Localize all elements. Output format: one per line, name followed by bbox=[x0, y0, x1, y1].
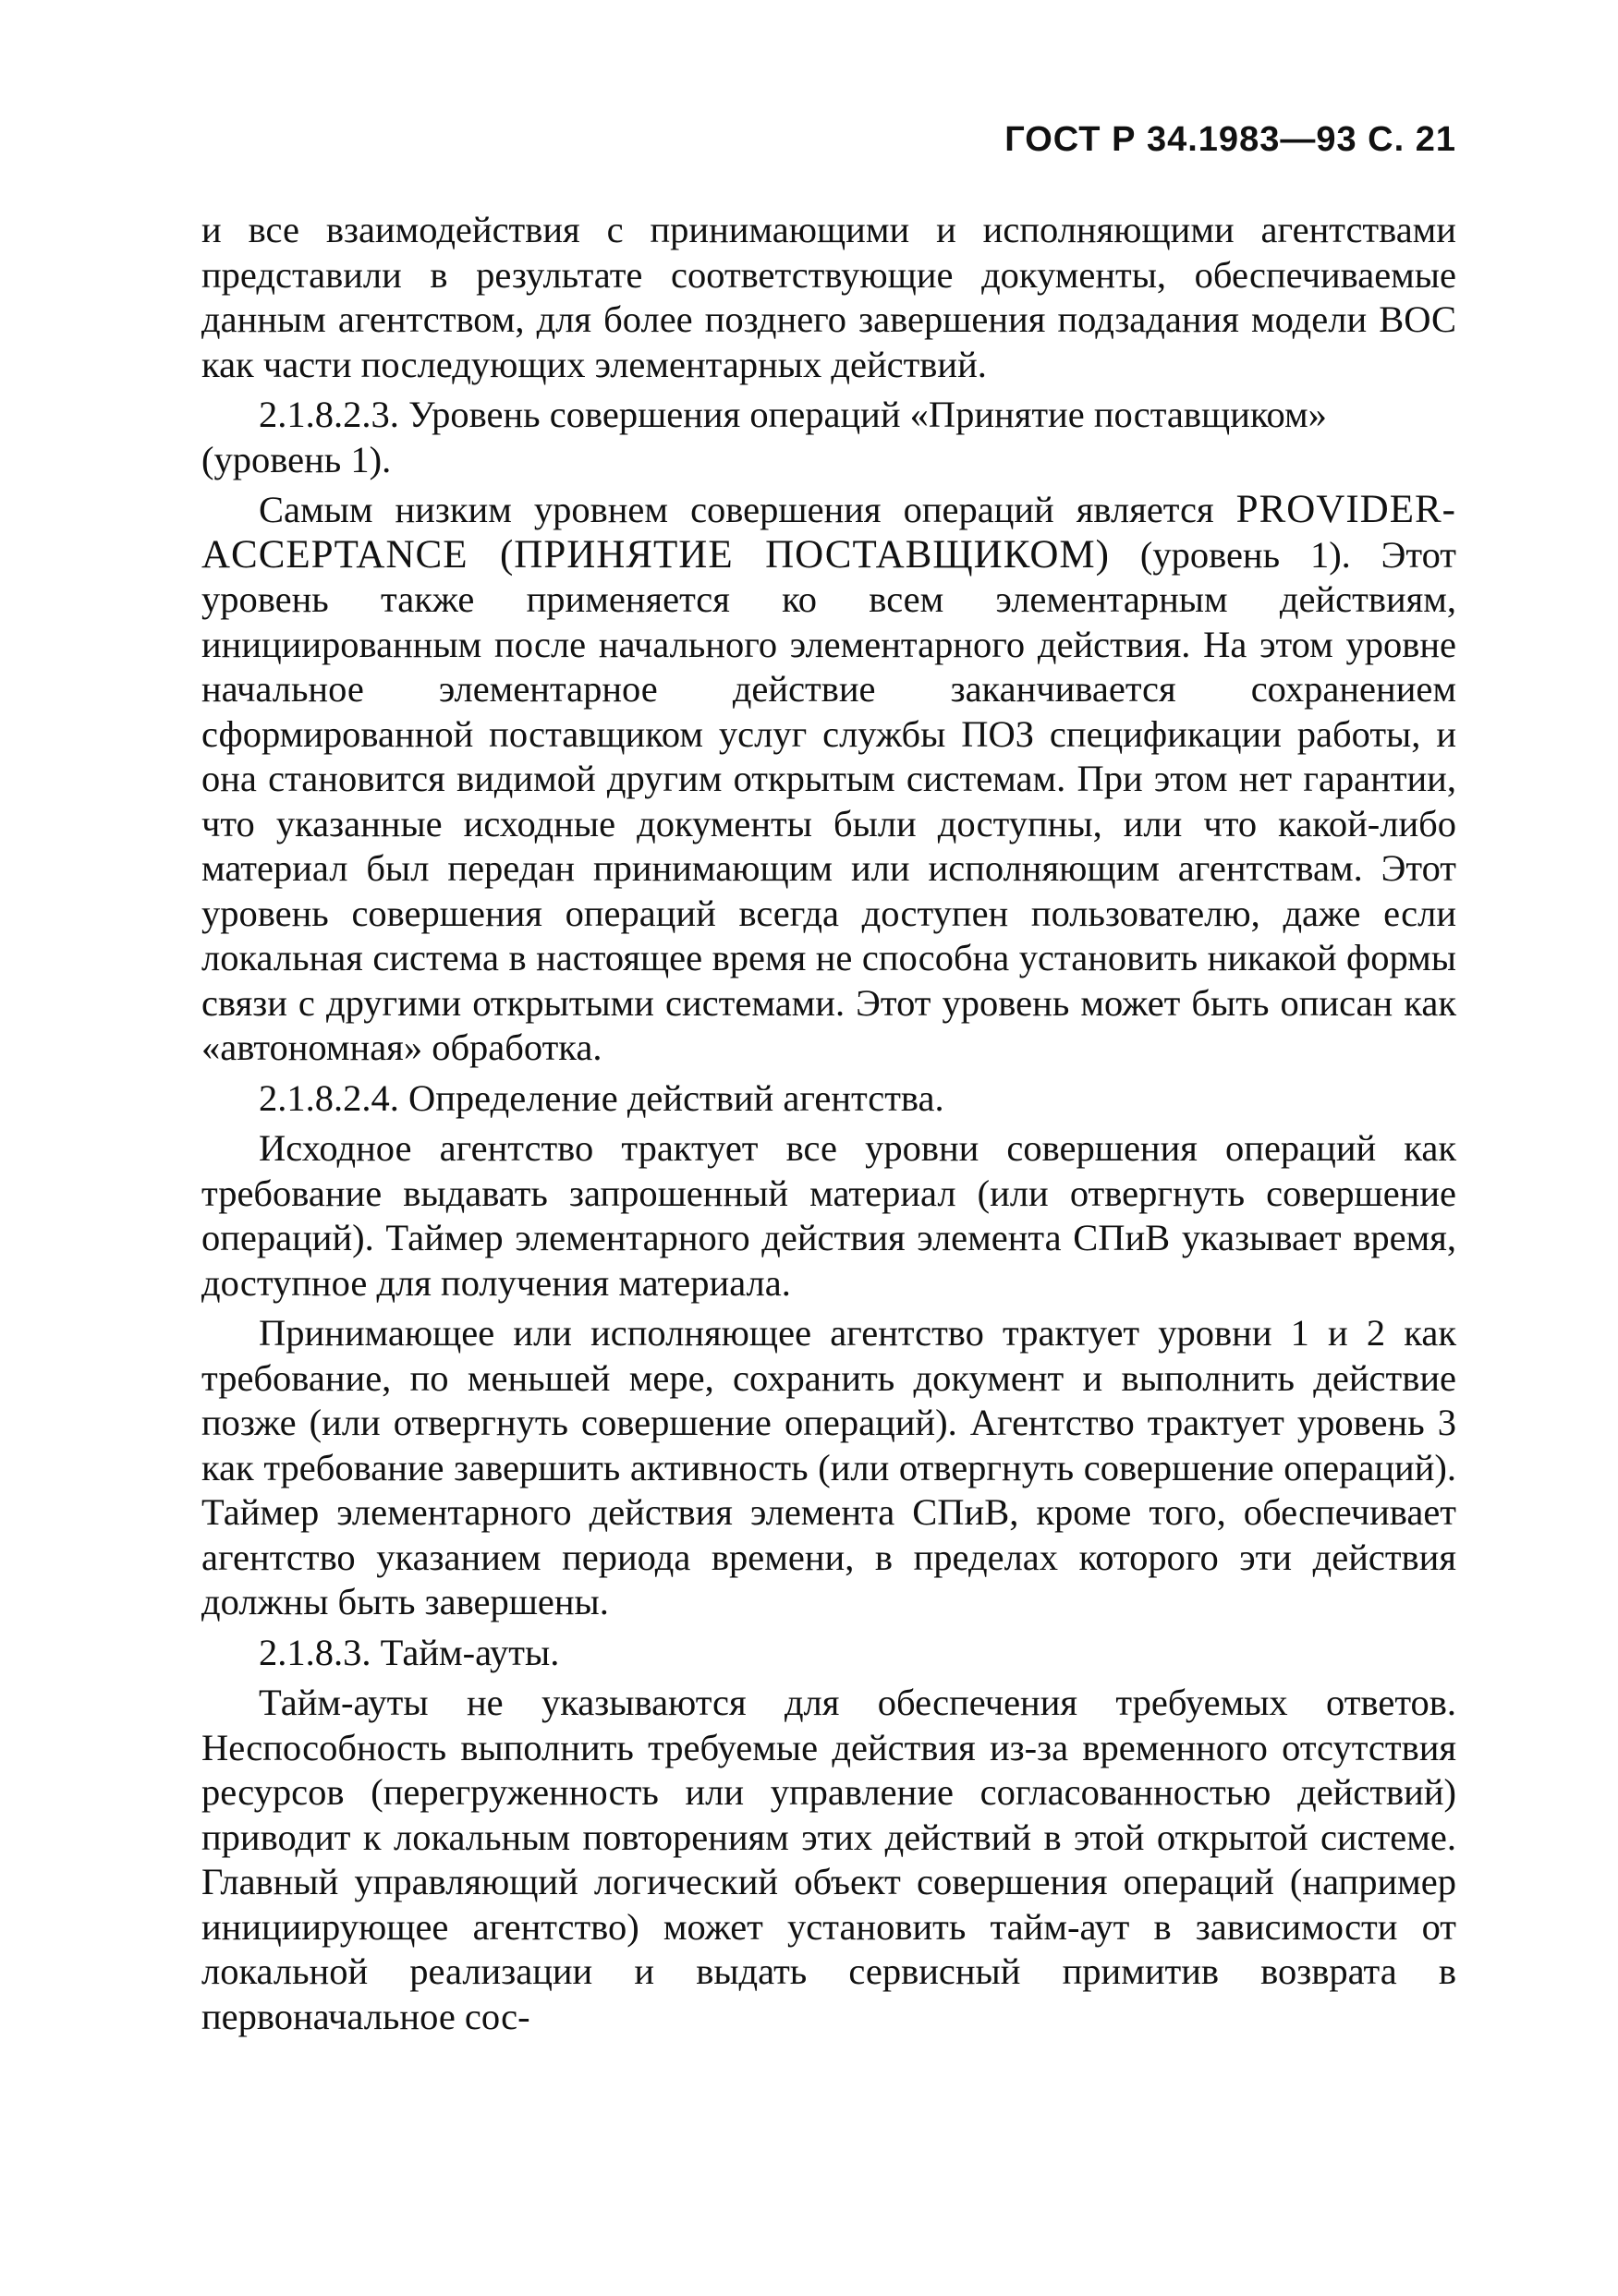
paragraph-text: (уровень 1). Этот уровень также применяется ко всем элементарным действиям, инициированным после начального элементарного действия. На этом уровне начальное элементарное действие заканчивается сохранением сформированной поставщиком услуг службы ПОЗ спецификации работы, и она становится видимой другим открытым системам. При этом нет гарантии, что указанные исходные документы были доступны, или что какой-либо материал был передан принимающим или исполняющим агентствам. Этот уровень совершения операций всегда доступен пользователю, даже если локальная система в настоящее время не способна установить никакой формы связи с другими открытыми системами. Этот уровень может быть описан как «автономная» обработка. bbox=[201, 533, 1456, 1068]
section-heading-2-1-8-2-4: 2.1.8.2.4. Определение действий агентства. bbox=[259, 1076, 944, 1119]
standard-number: ГОСТ Р 34.1983—93 bbox=[1004, 120, 1357, 159]
section-heading-2-1-8-3: 2.1.8.3. Тайм-ауты. bbox=[259, 1631, 560, 1673]
section-heading-2-1-8-2-3: 2.1.8.2.3. Уровень совершения операций «Принятие поставщиком» (уровень 1). bbox=[201, 394, 1327, 480]
provider-acceptance-term: PROVIDER-ACCEPTANCE (ПРИНЯТИЕ ПОСТАВЩИКОМ) bbox=[201, 488, 1456, 577]
page-number: С. 21 bbox=[1368, 120, 1456, 159]
paragraph-source-agency: Исходное агентство трактует все уровни совершения операций как требование выдавать запрошенный материал (или отвергнуть совершение операций). Таймер элементарного действия элемента СПиВ указывает время, доступное для получения материала. bbox=[201, 1127, 1456, 1304]
body-text bbox=[201, 208, 1456, 2045]
paragraph-receiving-agency: Принимающее или исполняющее агентство трактует уровни 1 и 2 как требование, по меньшей мере, сохранить документ и выполнить действие позже (или отвергнуть совершение операций). Агентство трактует уровень 3 как требование завершить активность (или отвергнуть совершение операций). Таймер элементарного действия элемента СПиВ, кроме того, обеспечивает агентство указанием периода времени, в пределах которого эти действия должны быть завершены. bbox=[201, 1312, 1456, 1622]
paragraph-timeouts: Тайм-ауты не указываются для обеспечения требуемых ответов. Неспособность выполнить требуемые действия из-за временного отсутствия ресурсов (перегруженность или управление согласованностью действий) приводит к локальным повторениям этих действий в этой открытой системе. Главный управляющий логический объект совершения операций (например инициирующее агентство) может установить тайм-аут в зависимости от локальной реализации и выдать сервисный примитив возврата в первоначальное сос- bbox=[201, 1682, 1456, 2037]
page-header bbox=[1004, 120, 1456, 160]
paragraph-continuation: и все взаимодействия с принимающими и исполняющими агентствами представили в результате соответствующие документы, обеспечиваемые данным агентством, для более позднего завершения подзадания модели ВОС как части последующих элементарных действий. bbox=[201, 209, 1456, 385]
paragraph-text: Самым низким уровнем совершения операций является bbox=[259, 489, 1236, 530]
paragraph-provider-acceptance bbox=[201, 488, 1456, 1071]
